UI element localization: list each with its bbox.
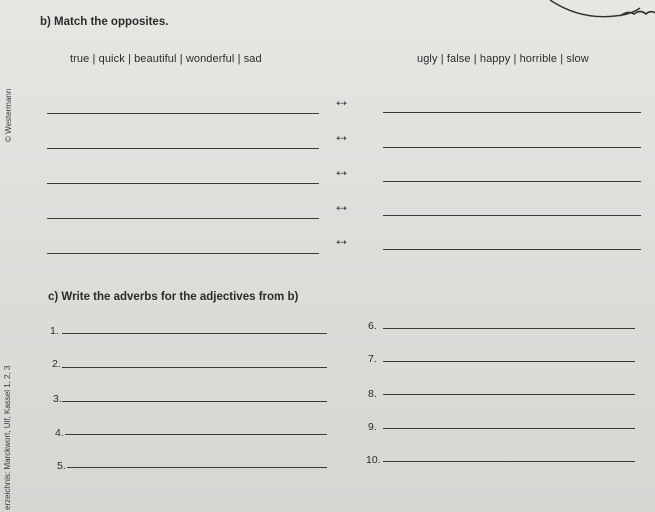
corner-scribble xyxy=(520,0,655,30)
adverb-answer-line[interactable] xyxy=(67,467,327,468)
match-answer-line-left[interactable] xyxy=(47,113,319,114)
item-number: 5. xyxy=(57,460,66,472)
right-word-list: ugly | false | happy | horrible | slow xyxy=(417,53,589,65)
item-number: 1. xyxy=(50,325,59,337)
match-answer-line-left[interactable] xyxy=(47,183,319,184)
match-answer-line-left[interactable] xyxy=(47,253,319,254)
adverb-answer-line[interactable] xyxy=(383,461,635,462)
match-answer-line-left[interactable] xyxy=(47,218,319,219)
match-answer-line-right[interactable] xyxy=(383,249,641,250)
item-number: 6. xyxy=(368,320,377,332)
adverb-answer-line[interactable] xyxy=(383,394,635,395)
adverb-answer-line[interactable] xyxy=(62,367,327,368)
double-arrow-icon: ↔ xyxy=(333,161,350,180)
adverb-answer-line[interactable] xyxy=(62,401,327,402)
item-number: 3. xyxy=(53,393,62,405)
match-answer-line-left[interactable] xyxy=(47,148,319,149)
item-number: 4. xyxy=(55,427,64,439)
double-arrow-icon: ↔ xyxy=(333,91,350,110)
item-number: 8. xyxy=(368,388,377,400)
left-word-list: true | quick | beautiful | wonderful | sad xyxy=(70,53,262,65)
item-number: 2. xyxy=(52,358,61,370)
match-answer-line-right[interactable] xyxy=(383,112,641,113)
double-arrow-icon: ↔ xyxy=(333,126,350,145)
adverb-answer-line[interactable] xyxy=(383,361,635,362)
adverb-answer-line[interactable] xyxy=(62,333,327,334)
publisher-note: © Westermann xyxy=(4,88,13,142)
adverb-answer-line[interactable] xyxy=(383,428,635,429)
double-arrow-icon: ↔ xyxy=(333,230,350,249)
match-answer-line-right[interactable] xyxy=(383,147,641,148)
item-number: 9. xyxy=(368,421,377,433)
adverb-answer-line[interactable] xyxy=(65,434,327,435)
item-number: 7. xyxy=(368,353,377,365)
section-b-heading: b) Match the opposites. xyxy=(40,16,169,28)
adverb-answer-line[interactable] xyxy=(383,328,635,329)
item-number: 10. xyxy=(366,454,381,466)
match-answer-line-right[interactable] xyxy=(383,215,641,216)
match-answer-line-right[interactable] xyxy=(383,181,641,182)
source-note: erzeichnis: Marckwort, Ulf, Kassel 1, 2, 3 xyxy=(3,365,12,510)
double-arrow-icon: ↔ xyxy=(333,196,350,215)
section-c-heading: c) Write the adverbs for the adjectives from b) xyxy=(48,291,299,303)
